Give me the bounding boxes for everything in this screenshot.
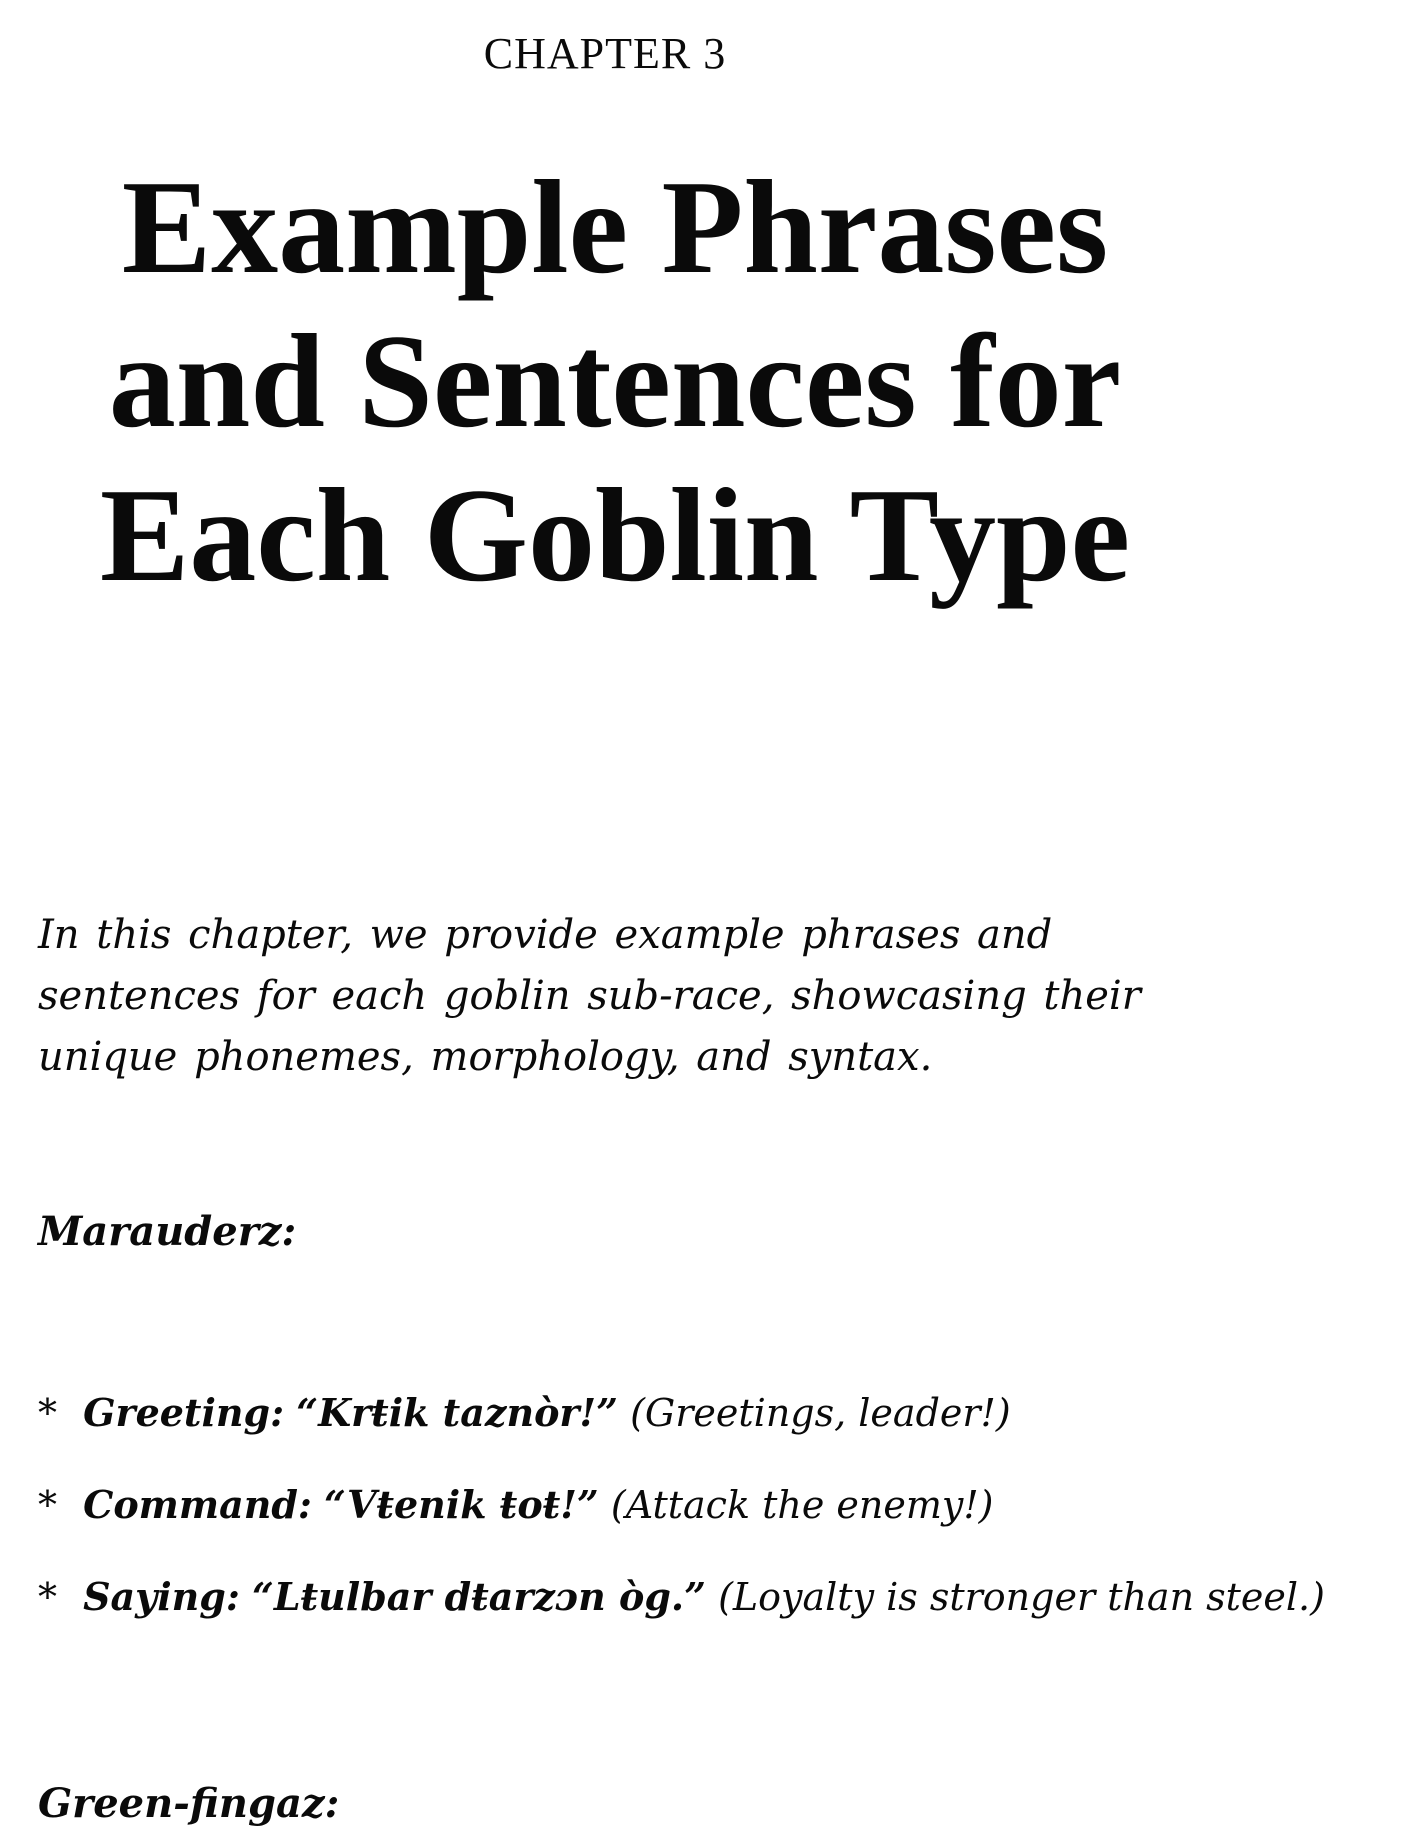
title-line: Example Phrases (121, 153, 1109, 301)
marauderz-phrase-list (38, 1390, 1358, 1666)
section-heading-marauderz: Marauderz: (38, 1208, 297, 1255)
chapter-title (20, 150, 1210, 612)
list-item (38, 1482, 1358, 1528)
goblin-phrase: “Vŧenik ŧoŧ!” (324, 1482, 599, 1527)
title-line: Each Goblin Type (99, 461, 1131, 609)
list-item (38, 1574, 1358, 1620)
phrase-translation: (Loyalty is stronger than steel.) (718, 1575, 1325, 1619)
phrase-translation: (Greetings, leader!) (630, 1391, 1011, 1435)
goblin-phrase: “Krŧik taznòr!” (296, 1390, 618, 1435)
section-heading-greenfingaz: Green-fingaz: (38, 1780, 340, 1827)
title-line: and Sentences for (108, 307, 1122, 455)
chapter-label: CHAPTER 3 (483, 29, 727, 78)
phrase-kind: Command: (83, 1482, 312, 1527)
bullet: * (38, 1391, 57, 1435)
bullet: * (38, 1575, 57, 1619)
goblin-phrase: “Lŧulbar dŧarzɔn òg.” (252, 1574, 706, 1619)
phrase-kind: Greeting: (83, 1390, 285, 1435)
list-item (38, 1390, 1358, 1436)
intro-paragraph: In this chapter, we provide example phrases and sentences for each goblin sub-race, showcasing their unique phonemes, morphology, and syntax. (38, 912, 1141, 1080)
bullet: * (38, 1483, 57, 1527)
phrase-kind: Saying: (83, 1574, 240, 1619)
phrase-translation: (Attack the enemy!) (610, 1483, 994, 1527)
